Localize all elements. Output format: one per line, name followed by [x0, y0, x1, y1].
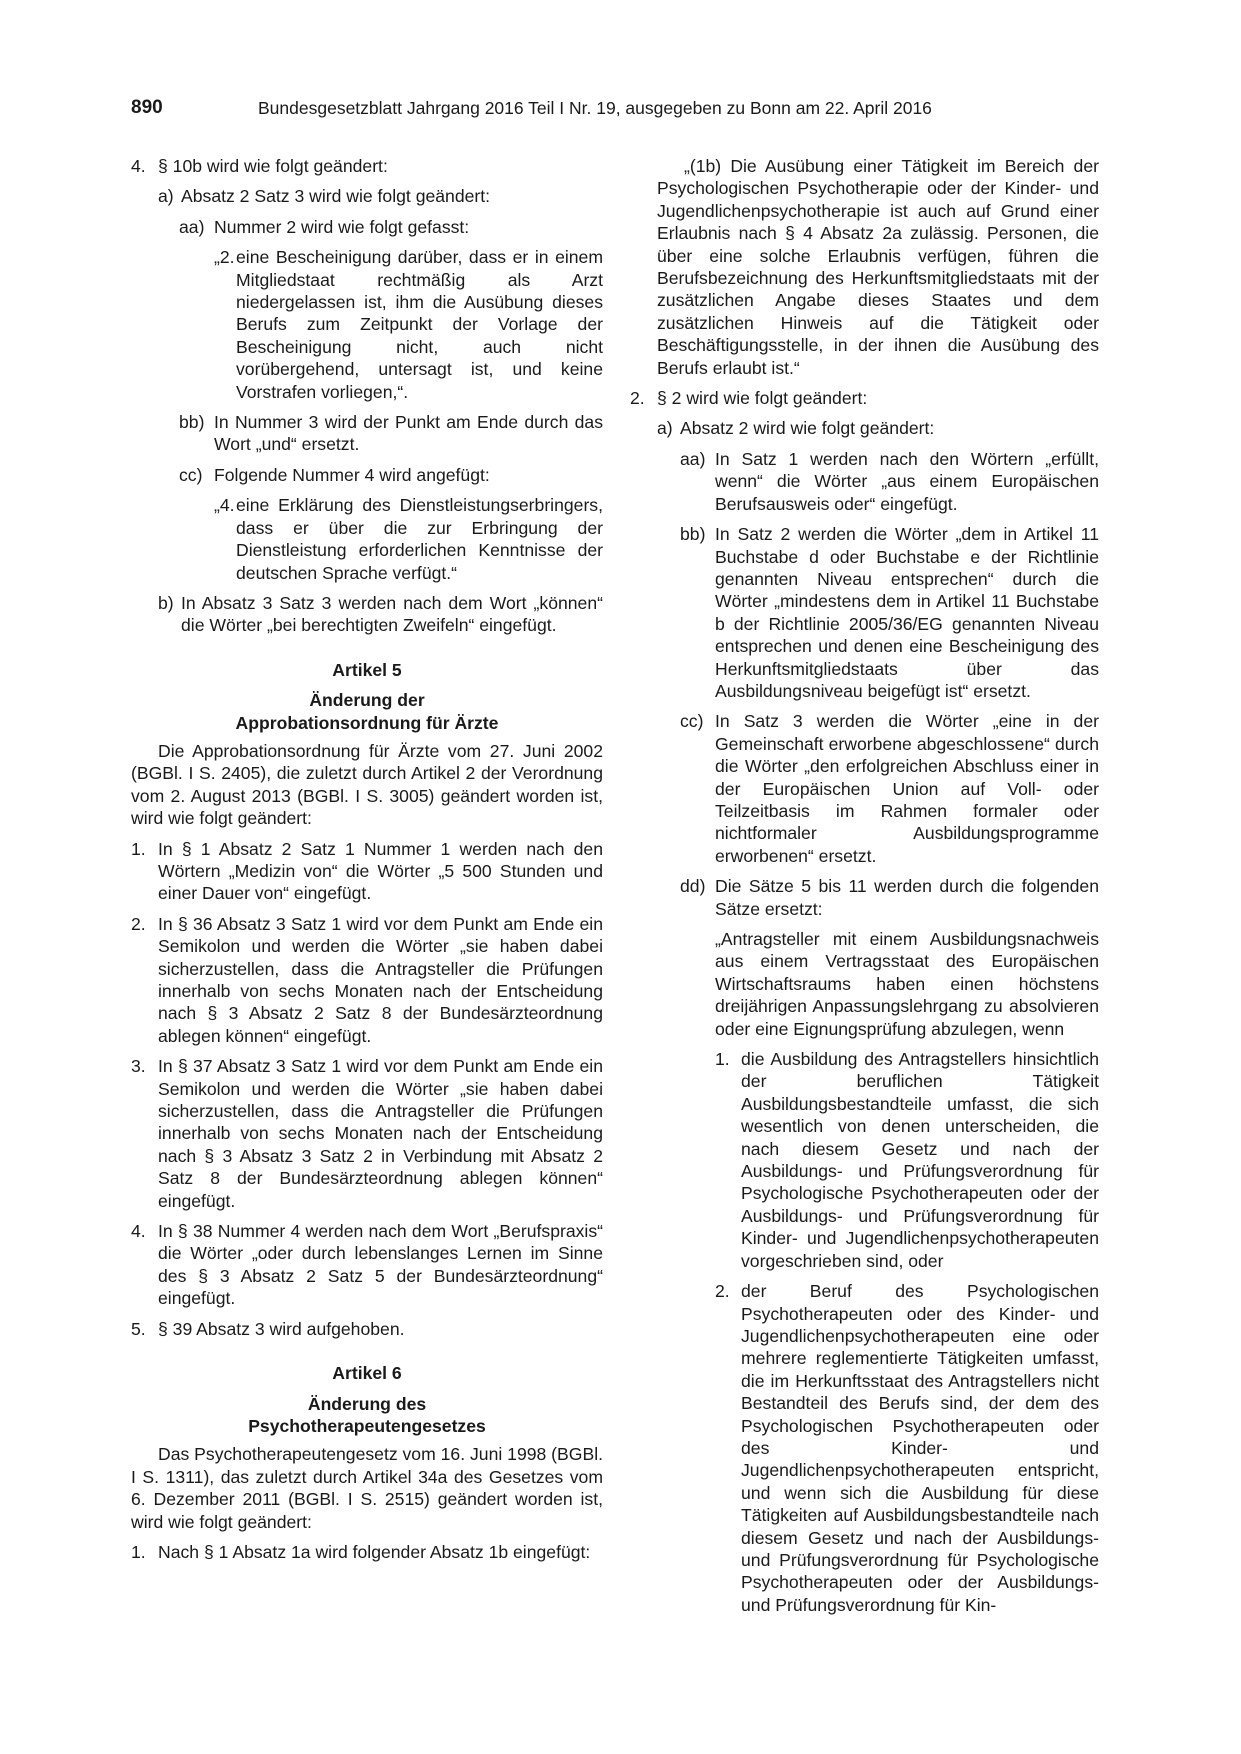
item-text: In Satz 2 werden die Wörter „dem in Artikel 11 Buchstabe d oder Buchstabe e der Richtlinie genannten Niveau entsprechen“ durch die Wörter „mindestens dem in Artikel 11 Buchstabe b der Richtlinie 2005/36/EG genannten Niveau entsprechen und denen eine Bescheinigung des Herkunftsmitgliedstaats über das Ausbildungsniveau beigefügt ist“ ersetzt.: [715, 524, 1099, 701]
item-marker: cc): [179, 464, 203, 485]
item-marker: 3.: [131, 1056, 146, 1077]
item-text: In § 38 Nummer 4 werden nach dem Wort „Berufspraxis“ die Wörter „oder durch lebenslanges Lernen im Sinne des § 3 Absatz 2 Satz 5 der Bundesärzteordnung“ eingefügt.: [158, 1221, 603, 1309]
item-marker: 1.: [131, 838, 146, 859]
running-head: Bundesgesetzblatt Jahrgang 2016 Teil I Nr. 19, ausgegeben zu Bonn am 22. April 2016: [258, 98, 932, 118]
item-marker: „2.: [214, 247, 235, 268]
item-marker: bb): [179, 412, 205, 433]
article-title-line: Psychotherapeutengesetzes: [248, 1415, 486, 1436]
list-item: [131, 913, 603, 1047]
item-text: In Satz 3 werden die Wörter „eine in der Gemeinschaft erworbene abgeschlossene“ durch die Wörter „den erfolgreichen Abschluss einer in der Europäischen Union auf Voll- oder Teilzeitbasis im Rahmen formaler oder nichtformaler Ausbildungsprogramme erworbenen“ ersetzt.: [715, 711, 1099, 866]
item-marker: 4.: [131, 156, 146, 176]
list-item: [179, 411, 603, 456]
item-text: Folgende Nummer 4 wird angefügt:: [214, 464, 490, 485]
item-text: In Satz 1 werden nach den Wörtern „erfüllt, wenn“ die Wörter „aus einem Europäischen Berufsausweis oder“ eingefügt.: [715, 448, 1099, 514]
list-item: [131, 155, 603, 177]
article-title: [131, 1393, 603, 1438]
item-marker: aa): [680, 448, 706, 469]
item-marker: a): [657, 418, 673, 439]
list-item: [657, 417, 1099, 439]
item-text: § 39 Absatz 3 wird aufgehoben.: [158, 1318, 405, 1339]
list-item: [680, 523, 1099, 702]
item-text: die Ausbildung des Antragstellers hinsichtlich der beruflichen Tätigkeit Ausbildungsbestandteile umfasst, die sich wesentlich von denen unterscheiden, die nach diesem Gesetz und nach der Ausbildungs- und Prüfungsverordnung für Psychologische Psychotherapeuten oder der Ausbildungs- und Prüfungsverordnung für Kinder- und Jugendlichenpsychotherapeuten vorgeschrieben sind, oder: [741, 1049, 1099, 1271]
item-marker: 1.: [715, 1049, 730, 1070]
list-item: [131, 1055, 603, 1212]
list-item: [131, 1541, 603, 1563]
list-item: [158, 185, 603, 207]
item-marker: cc): [680, 711, 704, 732]
item-text: In Nummer 3 wird der Punkt am Ende durch das Wort „und“ ersetzt.: [214, 412, 603, 455]
list-item: [131, 838, 603, 905]
list-item: [680, 875, 1099, 920]
item-marker: 5.: [131, 1318, 146, 1339]
item-text: § 2 wird wie folgt geändert:: [657, 388, 868, 409]
list-item: [179, 216, 603, 238]
item-text: Nach § 1 Absatz 1a wird folgender Absatz 1b eingefügt:: [158, 1541, 591, 1562]
article-title-line: Änderung des: [307, 1393, 427, 1414]
item-text: In § 37 Absatz 3 Satz 1 wird vor dem Punkt am Ende ein Semikolon und werden die Wörter „sie haben dabei sicherzustellen, dass die Antragsteller die Prüfungen innerhalb von sechs Monaten nach der Entscheidung nach § 3 Absatz 3 Satz 2 in Verbindung mit Absatz 2 Satz 8 der Bundesärzteordnung ablegen können“ eingefügt.: [158, 1056, 603, 1211]
list-item: [158, 592, 603, 637]
item-marker: bb): [680, 524, 706, 545]
item-marker: 2.: [715, 1281, 730, 1302]
quoted-item: [214, 494, 603, 584]
list-item: [680, 710, 1099, 867]
article-intro: Die Approbationsordnung für Ärzte vom 27. Juni 2002 (BGBl. I S. 2405), die zuletzt durch Artikel 2 der Verordnung vom 2. August 2013 (BGBl. I S. 3005) geändert worden ist, wird wie folgt geändert:: [131, 740, 603, 829]
item-text: Nummer 2 wird wie folgt gefasst:: [214, 216, 470, 237]
article-heading: Artikel 5: [332, 659, 402, 680]
article-heading: Artikel 6: [332, 1363, 402, 1384]
list-item: [179, 464, 603, 486]
list-item: [131, 1318, 603, 1340]
item-marker: aa): [179, 216, 205, 237]
list-item: [715, 1280, 1099, 1616]
page-header: [131, 97, 1111, 123]
article-title: [131, 689, 603, 734]
item-text: In § 1 Absatz 2 Satz 1 Nummer 1 werden nach den Wörtern „Medizin von“ die Wörter „5 500 Stunden und einer Dauer von“ eingefügt.: [158, 838, 603, 904]
item-text: eine Erklärung des Dienstleistungserbringers, dass er über die zur Erbringung der Dienstleistung erforderlichen Kenntnisse der deutschen Sprache verfügt.“: [236, 495, 603, 583]
item-marker: b): [158, 592, 174, 613]
page-number: 890: [131, 97, 163, 118]
item-text: § 10b wird wie folgt geändert:: [158, 156, 388, 176]
item-marker: dd): [680, 876, 706, 897]
article-title-line: Approbationsordnung für Ärzte: [235, 712, 499, 733]
item-marker: a): [158, 186, 174, 207]
list-item: [715, 1048, 1099, 1272]
item-text: Absatz 2 Satz 3 wird wie folgt geändert:: [181, 186, 491, 207]
item-marker: 2.: [630, 388, 645, 409]
list-item: [630, 387, 1099, 409]
item-marker: 4.: [131, 1221, 146, 1242]
item-marker: „4.: [214, 495, 235, 516]
quoted-paragraph: „(1b) Die Ausübung einer Tätigkeit im Bereich der Psychologischen Psychotherapie oder der Kinder- und Jugendlichenpsychotherapie ist auch auf Grund einer Erlaubnis nach § 4 Absatz 2a zulässig. Personen, die über eine solche Erlaubnis verfügen, führen die Berufsbezeichnung des Herkunftsmitgliedstaats mit der zusätzlichen Angabe dieses Staates und dem zusätzlichen Hinweis auf die Tätigkeit oder Beschäftigungsstelle, in der ihnen die Ausübung des Berufs erlaubt ist.“: [657, 156, 1099, 378]
article-title-line: Änderung der: [309, 690, 425, 711]
list-item: [131, 1220, 603, 1310]
item-marker: 2.: [131, 913, 146, 934]
item-text: Die Sätze 5 bis 11 werden durch die folgenden Sätze ersetzt:: [715, 876, 1099, 919]
quoted-paragraph: „Antragsteller mit einem Ausbildungsnachweis aus einem Vertragsstaat des Europäischen Wirtschaftsraums haben einen höchstens dreijährigen Anpassungslehrgang zu absolvieren oder eine Eignungsprüfung abzulegen, wenn: [715, 929, 1099, 1039]
left-column: [131, 155, 603, 1571]
quoted-item: [214, 246, 603, 403]
list-item: [680, 448, 1099, 515]
item-text: Absatz 2 wird wie folgt geändert:: [680, 418, 935, 439]
item-text: In Absatz 3 Satz 3 werden nach dem Wort „können“ die Wörter „bei berechtigten Zweifeln“ eingefügt.: [181, 592, 603, 636]
item-text: eine Bescheinigung darüber, dass er in einem Mitgliedstaat rechtmäßig als Arzt niedergelassen ist, ihm die Ausübung dieses Berufs zum Zeitpunkt der Vorlage der Bescheinigung nicht, auch nicht vorübergehend, untersagt ist, und keine Vorstrafen vorliegen,“.: [236, 247, 603, 402]
right-column: [630, 155, 1099, 1624]
item-text: der Beruf des Psychologischen Psychotherapeuten oder des Kinder- und Jugendlichenpsychotherapeuten eine oder mehrere reglementierte Tätigkeiten umfasst, die im Herkunftsstaat des Antragstellers nicht Bestandteil des Berufs sind, der dem des Psychologischen Psychotherapeuten oder des Kinder- und Jugendlichenpsychotherapeuten entspricht, und wenn sich die Ausbildung für diese Tätigkeiten auf Ausbildungsbestandteile nach diesem Gesetz und nach der Ausbildungs- und Prüfungsverordnung für Psychologische Psychotherapeuten oder der Ausbildungs- und Prüfungsverordnung für Kin-: [741, 1281, 1099, 1615]
article-intro: Das Psychotherapeutengesetz vom 16. Juni 1998 (BGBl. I S. 1311), das zuletzt durch Artikel 34a des Gesetzes vom 6. Dezember 2011 (BGBl. I S. 2515) geändert worden ist, wird wie folgt geändert:: [131, 1444, 603, 1532]
item-text: In § 36 Absatz 3 Satz 1 wird vor dem Punkt am Ende ein Semikolon und werden die Wörter „sie haben dabei sicherzustellen, dass die Antragsteller die Prüfungen innerhalb von sechs Monaten nach der Entscheidung nach § 3 Absatz 2 Satz 8 der Bundesärzteordnung ablegen können“ eingefügt.: [158, 913, 603, 1046]
item-marker: 1.: [131, 1541, 146, 1562]
